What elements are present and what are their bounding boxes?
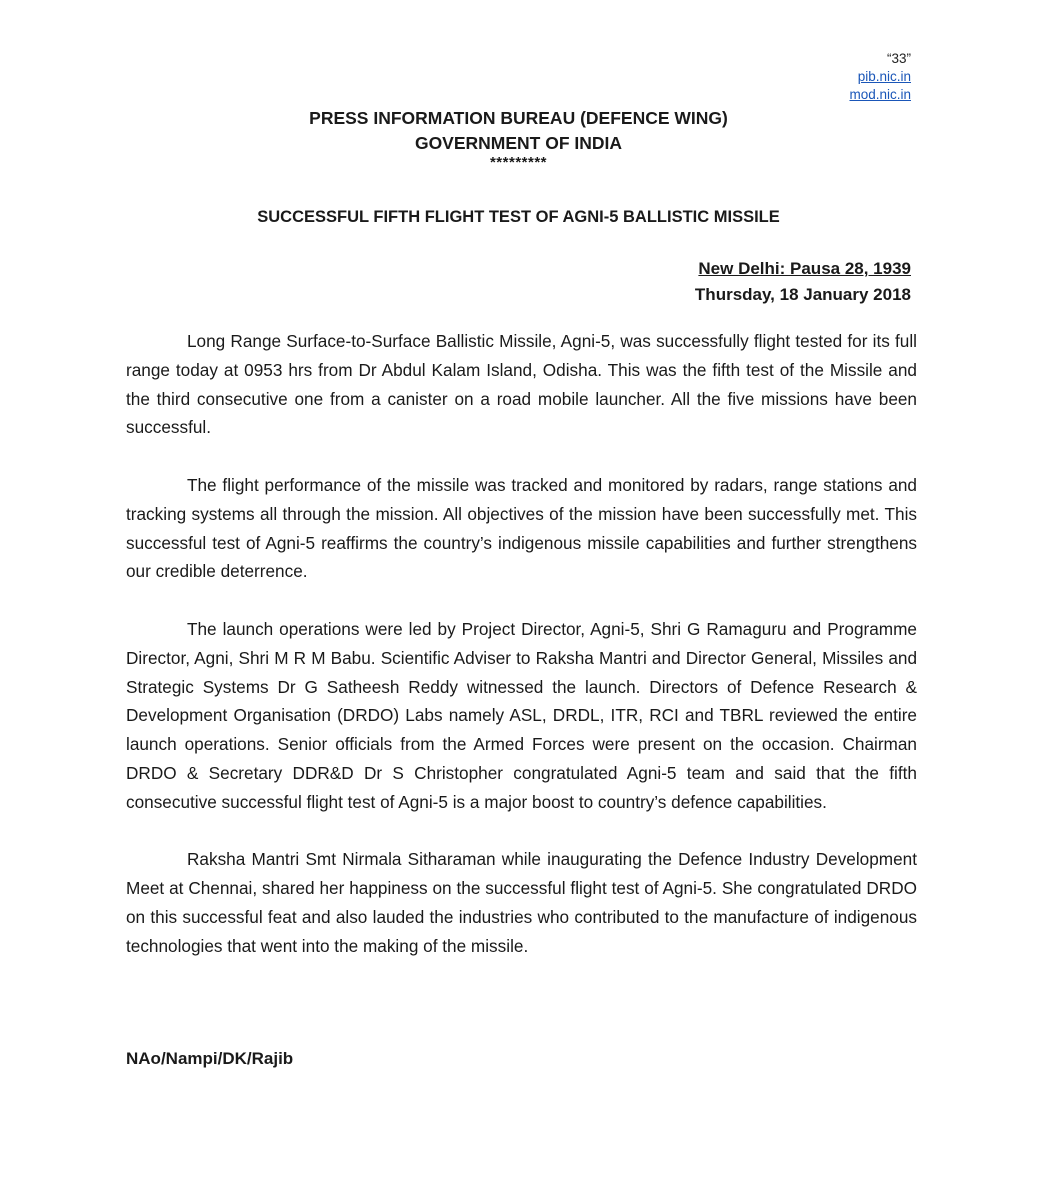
govt-name: GOVERNMENT OF INDIA (414, 133, 623, 153)
paragraph: Raksha Mantri Smt Nirmala Sitharaman while inaugurating the Defence Industry Development Meet at Chennai, shared her happiness on the successful flight test of Agni-5. She congratulated DRDO on this successful feat and also lauded the industries who contributed to the manufacture of indigenous technologies that went into the making of the missile. (126, 849, 917, 956)
org-name: PRESS INFORMATION BUREAU (DEFENCE WING) (309, 108, 728, 128)
release-title: SUCCESSFUL FIFTH FLIGHT TEST OF AGNI-5 BALLISTIC MISSILE (257, 208, 780, 226)
paragraph: The launch operations were led by Project Director, Agni-5, Shri G Ramaguru and Programme Director, Agni, Shri M R M Babu. Scientific Adviser to Raksha Mantri and Director General, Missiles and Strategic Systems Dr G Satheesh Reddy witnessed the launch. Directors of Defence Research & Development Organisation (DRDO) Labs namely ASL, DRDL, ITR, RCI and TBRL reviewed the entire launch operations. Senior officials from the Armed Forces were present on the occasion. Chairman DRDO & Secretary DDR&D Dr S Christopher congratulated Agni-5 team and said that the fifth consecutive successful flight test of Agni-5 is a major boost to country’s defence capabilities. (126, 618, 917, 812)
link-pib[interactable]: pib.nic.in (857, 69, 911, 84)
org-header (0, 106, 1037, 170)
signature-line: NAo/Nampi/DK/Rajib (126, 1049, 294, 1068)
dateline-place: New Delhi: Pausa 28, 1939 (698, 259, 911, 278)
paragraph: Long Range Surface-to-Surface Ballistic Missile, Agni-5, was successfully flight tested for its full range today at 0953 hrs from Dr Abdul Kalam Island, Odisha. This was the fifth test of the Missile and the third consecutive one from a canister on a road mobile launcher. All the five missions have been successful. (126, 331, 917, 438)
dateline-date: Thursday, 18 January 2018 (694, 285, 911, 304)
link-mod[interactable]: mod.nic.in (849, 87, 911, 102)
paragraph: The flight performance of the missile was tracked and monitored by radars, range stations and tracking systems all through the mission. All objectives of the mission have been successfully met. This successful test of Agni-5 reaffirms the country’s indigenous missile capabilities and further strengthens our credible deterrence. (126, 474, 917, 582)
stars-divider: ********* (489, 154, 548, 171)
dateline (695, 256, 911, 308)
release-body (126, 327, 917, 989)
page-number: “33” (886, 51, 911, 66)
page-reference (849, 50, 911, 104)
